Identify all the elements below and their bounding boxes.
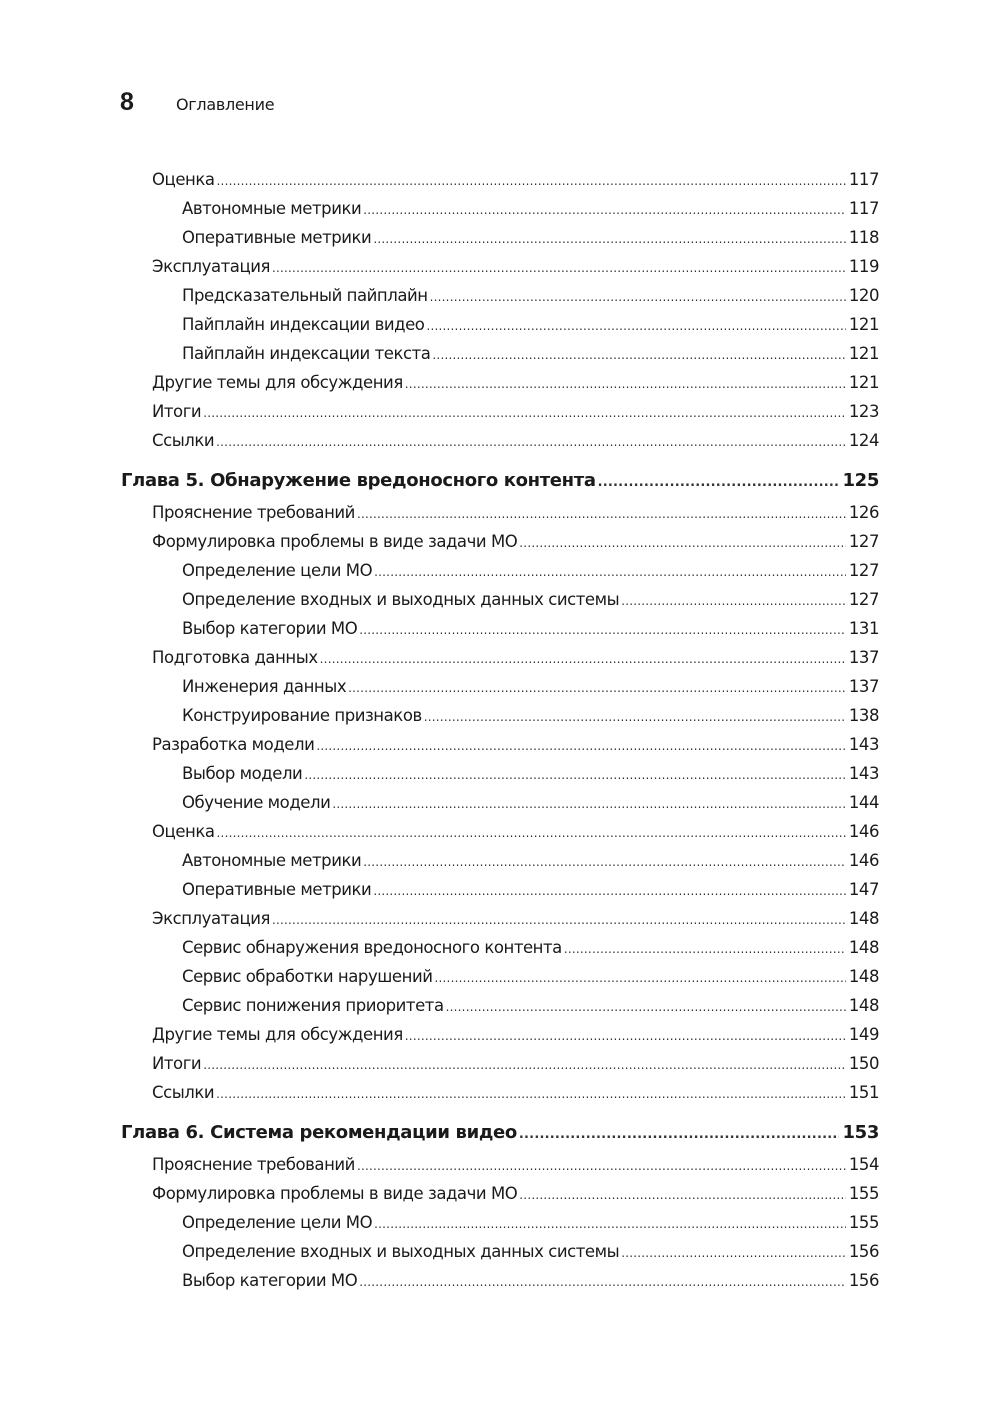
- toc-entry-page: 148: [848, 909, 879, 928]
- dot-leader: [435, 967, 846, 988]
- toc-entry: [182, 967, 879, 988]
- dot-leader: [357, 503, 846, 524]
- toc-entry: [152, 1083, 879, 1104]
- toc-entry-title: Автономные метрики: [182, 199, 362, 218]
- toc-entry-page: 118: [848, 228, 879, 247]
- toc-entry-page: 127: [848, 532, 879, 551]
- toc-entry-page: 119: [848, 257, 879, 276]
- toc-entry-title: Определение входных и выходных данных системы: [182, 590, 620, 609]
- toc-entry-title: Определение цели МО: [182, 561, 373, 580]
- toc-entry-page: 124: [848, 431, 879, 450]
- toc-entry-page: 121: [848, 344, 879, 363]
- toc-entry-page: 143: [848, 735, 879, 754]
- toc-entry-page: 137: [848, 648, 879, 667]
- toc-entry-title: Прояснение требований: [152, 1155, 355, 1174]
- dot-leader: [374, 1213, 846, 1234]
- dot-leader: [359, 619, 846, 640]
- toc-entry: [152, 1184, 879, 1205]
- toc-entry-title: Сервис обнаружения вредоносного контента: [182, 938, 562, 957]
- toc-entry: [182, 561, 879, 582]
- toc-entry: [152, 170, 879, 191]
- toc-entry-page: 156: [848, 1242, 879, 1261]
- dot-leader: [432, 344, 845, 365]
- toc-entry-title: Сервис понижения приоритета: [182, 996, 444, 1015]
- toc-entry-page: 117: [848, 170, 879, 189]
- toc-entry-title: Обучение модели: [182, 793, 331, 812]
- dot-leader: [216, 1083, 846, 1104]
- toc-entry-page: 150: [848, 1054, 879, 1073]
- toc-entry-page: 146: [848, 851, 879, 870]
- toc-entry: [152, 431, 879, 452]
- toc-entry-title: Определение цели МО: [182, 1213, 373, 1232]
- toc-entry: [152, 373, 879, 394]
- toc-entry-title: Глава 5. Обнаружение вредоносного контента: [121, 470, 596, 491]
- page-number: 8: [120, 88, 134, 116]
- dot-leader: [363, 199, 846, 220]
- toc-entry: [152, 402, 879, 423]
- toc-entry-page: 144: [848, 793, 879, 812]
- dot-leader: [348, 677, 846, 698]
- dot-leader: [272, 257, 846, 278]
- toc-entry-title: Разработка модели: [152, 735, 315, 754]
- dot-leader: [405, 1025, 846, 1046]
- toc-entry-title: Оценка: [152, 822, 215, 841]
- toc-entry: [182, 706, 879, 727]
- toc-entry-page: 117: [848, 199, 879, 218]
- toc-entry: [152, 1054, 879, 1075]
- toc-entry-title: Формулировка проблемы в виде задачи МО: [152, 532, 518, 551]
- toc-entry-title: Другие темы для обсуждения: [152, 1025, 403, 1044]
- toc-entry-title: Определение входных и выходных данных системы: [182, 1242, 620, 1261]
- dot-leader: [357, 1155, 846, 1176]
- toc-entry-page: 121: [848, 315, 879, 334]
- toc-entry: [152, 735, 879, 756]
- toc-entry-title: Эксплуатация: [152, 257, 270, 276]
- dot-leader: [359, 1271, 846, 1292]
- dot-leader: [424, 706, 846, 727]
- toc-entry: [182, 199, 879, 220]
- dot-leader: [320, 648, 846, 669]
- toc-entry-page: 137: [848, 677, 879, 696]
- toc-entry-page: 153: [842, 1122, 879, 1143]
- toc-entry-title: Подготовка данных: [152, 648, 318, 667]
- toc-entry-title: Оперативные метрики: [182, 880, 372, 899]
- toc-entry: [182, 1271, 879, 1292]
- toc-entry: [182, 315, 879, 336]
- toc-entry: [152, 532, 879, 553]
- dot-leader: [332, 793, 845, 814]
- toc-entry-title: Эксплуатация: [152, 909, 270, 928]
- toc-entry-page: 155: [848, 1184, 879, 1203]
- toc-entry-page: 156: [848, 1271, 879, 1290]
- dot-leader: [216, 431, 846, 452]
- toc-entry: [182, 677, 879, 698]
- toc-entry-page: 148: [848, 938, 879, 957]
- toc-entry-page: 151: [848, 1083, 879, 1102]
- toc-entry-page: 146: [848, 822, 879, 841]
- toc-entry-title: Выбор модели: [182, 764, 303, 783]
- toc-entry: [152, 1155, 879, 1176]
- toc-chapter: [121, 1123, 879, 1145]
- toc-entry-page: 131: [848, 619, 879, 638]
- toc-entry-page: 147: [848, 880, 879, 899]
- dot-leader: [564, 938, 846, 959]
- toc-entry: [182, 851, 879, 872]
- toc-entry-title: Итоги: [152, 1054, 202, 1073]
- toc-entry-page: 149: [848, 1025, 879, 1044]
- running-title: Оглавление: [176, 95, 275, 114]
- dot-leader: [374, 561, 846, 582]
- toc-entry-title: Автономные метрики: [182, 851, 362, 870]
- toc-entry-title: Инженерия данных: [182, 677, 347, 696]
- toc-entry: [182, 228, 879, 249]
- toc-entry: [182, 793, 879, 814]
- toc-entry-page: 155: [848, 1213, 879, 1232]
- toc-entry: [152, 648, 879, 669]
- toc-chapter: [121, 471, 879, 493]
- toc-entry-page: 126: [848, 503, 879, 522]
- toc-entry-page: 148: [848, 967, 879, 986]
- toc-entry-page: 121: [848, 373, 879, 392]
- dot-leader: [203, 1054, 846, 1075]
- toc-entry: [152, 1025, 879, 1046]
- toc-entry-title: Выбор категории МО: [182, 1271, 358, 1290]
- toc-entry: [152, 503, 879, 524]
- toc-entry-title: Оценка: [152, 170, 215, 189]
- dot-leader: [363, 851, 846, 872]
- toc-entry-page: 154: [848, 1155, 879, 1174]
- toc-entry-page: 127: [848, 561, 879, 580]
- dot-leader: [405, 373, 846, 394]
- toc-entry: [182, 344, 879, 365]
- toc-entry-title: Оперативные метрики: [182, 228, 372, 247]
- toc-entry: [182, 286, 879, 307]
- toc-entry: [182, 996, 879, 1017]
- toc-entry-title: Конструирование признаков: [182, 706, 422, 725]
- dot-leader: [217, 170, 846, 191]
- toc-entry-title: Сервис обработки нарушений: [182, 967, 433, 986]
- toc-entry-page: 123: [848, 402, 879, 421]
- toc-entry-page: 143: [848, 764, 879, 783]
- dot-leader: [373, 880, 846, 901]
- toc-entry: [182, 764, 879, 785]
- toc-entry-page: 127: [848, 590, 879, 609]
- toc-entry-title: Ссылки: [152, 431, 215, 450]
- toc-entry: [152, 822, 879, 843]
- toc-entry: [182, 590, 879, 611]
- toc-entry-title: Пайплайн индексации видео: [182, 315, 425, 334]
- toc-entry-title: Итоги: [152, 402, 202, 421]
- toc-entry: [152, 909, 879, 930]
- dot-leader: [621, 1242, 846, 1263]
- dot-leader: [272, 909, 846, 930]
- toc-entry-page: 125: [842, 470, 879, 491]
- dot-leader: [373, 228, 846, 249]
- dot-leader: [430, 286, 846, 307]
- toc-entry-page: 138: [848, 706, 879, 725]
- dot-leader: [426, 315, 845, 336]
- toc-entry-title: Ссылки: [152, 1083, 215, 1102]
- toc-entry-page: 148: [848, 996, 879, 1015]
- toc-entry: [182, 1213, 879, 1234]
- dot-leader: [203, 402, 846, 423]
- toc-entry-title: Предсказательный пайплайн: [182, 286, 428, 305]
- dot-leader: [598, 471, 840, 493]
- toc-entry: [152, 257, 879, 278]
- toc-entry-title: Глава 6. Система рекомендации видео: [121, 1122, 517, 1143]
- dot-leader: [621, 590, 846, 611]
- dot-leader: [217, 822, 846, 843]
- toc-entry: [182, 1242, 879, 1263]
- dot-leader: [519, 1184, 846, 1205]
- dot-leader: [519, 532, 846, 553]
- toc-entry-page: 120: [848, 286, 879, 305]
- dot-leader: [446, 996, 846, 1017]
- toc-entry-title: Другие темы для обсуждения: [152, 373, 403, 392]
- toc-entry: [182, 938, 879, 959]
- dot-leader: [519, 1123, 840, 1145]
- dot-leader: [316, 735, 845, 756]
- toc-entry: [182, 619, 879, 640]
- toc-entry-title: Формулировка проблемы в виде задачи МО: [152, 1184, 518, 1203]
- toc-entry-title: Прояснение требований: [152, 503, 355, 522]
- dot-leader: [304, 764, 846, 785]
- toc-entry-title: Выбор категории МО: [182, 619, 358, 638]
- toc-entry-title: Пайплайн индексации текста: [182, 344, 431, 363]
- toc-entry: [182, 880, 879, 901]
